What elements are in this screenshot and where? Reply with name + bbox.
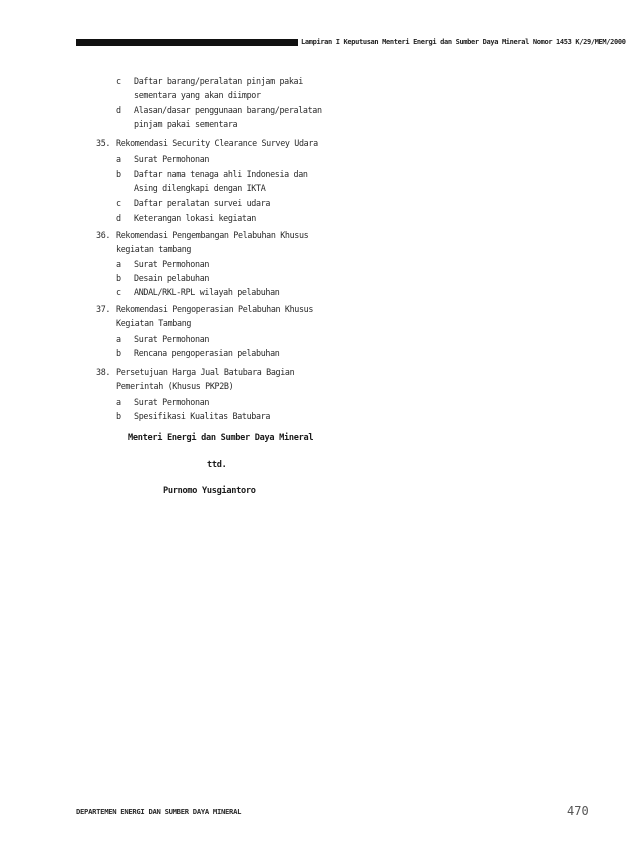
subitem-letter: b: [116, 348, 121, 358]
item-text: Kegiatan Tambang: [116, 318, 192, 328]
subitem-text: Surat Permohonan: [134, 334, 210, 344]
footer-department: DEPARTEMEN ENERGI DAN SUMBER DAYA MINERAL: [76, 807, 242, 816]
subitem-letter: b: [116, 273, 121, 283]
subitem-letter: d: [116, 105, 121, 115]
subitem-text: Rencana pengoperasian pelabuhan: [134, 348, 280, 358]
item-number: 36.: [96, 230, 111, 240]
subitem-letter: c: [116, 76, 121, 86]
subitem-text: Alasan/dasar penggunaan barang/peralatan: [134, 105, 322, 115]
item-text: kegiatan tambang: [116, 244, 192, 254]
item-text: Rekomendasi Pengoperasian Pelabuhan Khusus: [116, 304, 314, 314]
subitem-letter: d: [116, 213, 121, 223]
header-rule: [76, 39, 298, 46]
item-text: Pemerintah (Khusus PKP2B): [116, 381, 234, 391]
signature-name: Purnomo Yusgiantoro: [163, 486, 256, 496]
subitem-letter: a: [116, 154, 121, 164]
subitem-letter: a: [116, 334, 121, 344]
subitem-text: Surat Permohonan: [134, 259, 210, 269]
page-number: 470: [567, 804, 589, 818]
item-text: Rekomendasi Security Clearance Survey Udara: [116, 138, 318, 148]
subitem-text: Daftar barang/peralatan pinjam pakai: [134, 76, 303, 86]
item-number: 37.: [96, 304, 111, 314]
subitem-letter: c: [116, 287, 121, 297]
subitem-text: Surat Permohonan: [134, 397, 210, 407]
subitem-letter: b: [116, 411, 121, 421]
subitem-text: Keterangan lokasi kegiatan: [134, 213, 256, 223]
subitem-letter: b: [116, 169, 121, 179]
subitem-text: pinjam pakai sementara: [134, 119, 238, 129]
subitem-text: Asing dilengkapi dengan IKTA: [134, 183, 266, 193]
subitem-text: Spesifikasi Kualitas Batubara: [134, 411, 271, 421]
subitem-letter: a: [116, 259, 121, 269]
subitem-text: sementara yang akan diimpor: [134, 90, 261, 100]
signature-title: Menteri Energi dan Sumber Daya Mineral: [128, 433, 314, 443]
item-number: 35.: [96, 138, 111, 148]
subitem-letter: c: [116, 198, 121, 208]
subitem-text: ANDAL/RKL-RPL wilayah pelabuhan: [134, 287, 280, 297]
item-text: Persetujuan Harga Jual Batubara Bagian: [116, 367, 295, 377]
subitem-text: Desain pelabuhan: [134, 273, 210, 283]
subitem-text: Daftar nama tenaga ahli Indonesia dan: [134, 169, 308, 179]
signature-signed: ttd.: [207, 460, 227, 470]
subitem-text: Surat Permohonan: [134, 154, 210, 164]
item-text: Rekomendasi Pengembangan Pelabuhan Khusus: [116, 230, 309, 240]
subitem-letter: a: [116, 397, 121, 407]
item-number: 38.: [96, 367, 111, 377]
header-title: Lampiran I Keputusan Menteri Energi dan Sumber Daya Mineral Nomor 1453 K/29/MEM/2000: [301, 38, 626, 46]
subitem-text: Daftar peralatan survei udara: [134, 198, 271, 208]
